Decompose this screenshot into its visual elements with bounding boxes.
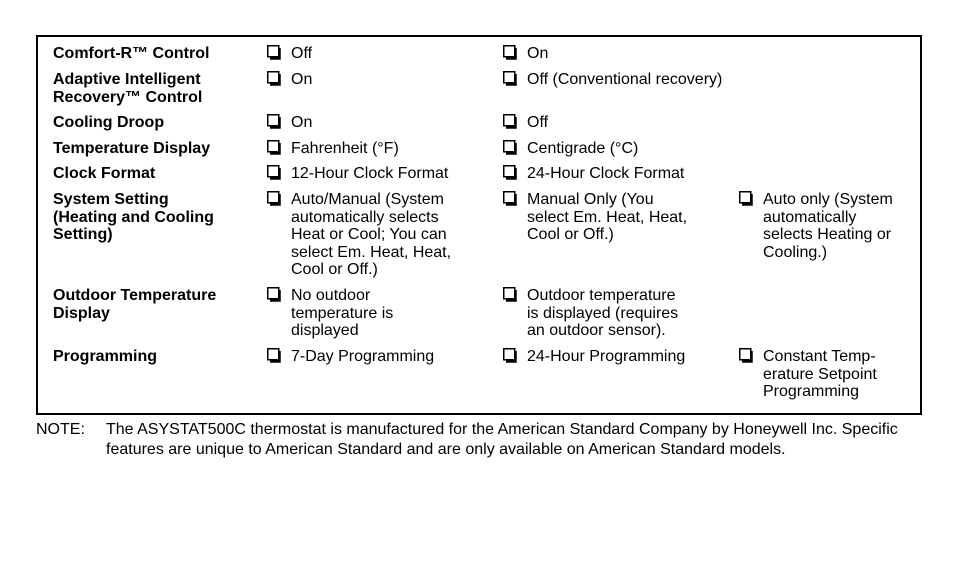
option-label: Off (Conventional recovery) [527, 71, 723, 88]
option-label: Off [527, 114, 549, 131]
option-checkbox[interactable] [265, 114, 481, 132]
option-label: On [291, 71, 313, 88]
option-label: Centigrade (°C) [527, 140, 639, 157]
checkbox-icon[interactable] [267, 140, 282, 155]
settings-table [36, 35, 922, 415]
option-checkbox[interactable] [737, 348, 933, 401]
checkbox-icon[interactable] [503, 165, 518, 180]
checkbox-icon[interactable] [267, 287, 282, 302]
option-checkbox[interactable] [265, 165, 481, 183]
row-label: System Setting (Heating and Cooling Setting) [53, 191, 214, 243]
row-label: Outdoor Temperature Display [53, 287, 217, 322]
option-checkbox[interactable] [501, 140, 747, 158]
option-label: Auto only (System automatically selects Heating or Cooling.) [763, 191, 893, 261]
option-checkbox[interactable] [501, 114, 747, 132]
row-label: Temperature Display [53, 140, 211, 157]
option-label: Outdoor temperature is displayed (requires an outdoor sensor). [527, 287, 679, 339]
checkbox-icon[interactable] [739, 348, 754, 363]
checkbox-icon[interactable] [503, 45, 518, 60]
checkbox-icon[interactable] [503, 348, 518, 363]
option-checkbox[interactable] [265, 45, 481, 63]
option-label: 24-Hour Clock Format [527, 165, 685, 182]
note-text: The ASYSTAT500C thermostat is manufactured for the American Standard Company by Honeywell Inc. Specific features are unique to American Standard and are only available on American Standard models. [106, 421, 898, 458]
checkbox-icon[interactable] [503, 71, 518, 86]
option-label: Constant Temp- erature Setpoint Programming [763, 348, 877, 400]
checkbox-icon[interactable] [503, 191, 518, 206]
row-label: Comfort-R™ Control [53, 45, 210, 62]
option-checkbox[interactable] [265, 71, 481, 89]
row-label: Adaptive Intelligent Recovery™ Control [53, 71, 203, 106]
option-label: No outdoor temperature is displayed [291, 287, 394, 339]
checkbox-icon[interactable] [267, 191, 282, 206]
note-label: NOTE: [36, 421, 85, 438]
checkbox-icon[interactable] [267, 114, 282, 129]
checkbox-icon[interactable] [267, 348, 282, 363]
option-label: On [527, 45, 549, 62]
checkbox-icon[interactable] [267, 45, 282, 60]
option-checkbox[interactable] [501, 191, 747, 244]
option-checkbox[interactable] [501, 348, 747, 366]
option-label: 24-Hour Programming [527, 348, 686, 365]
option-label: 12-Hour Clock Format [291, 165, 449, 182]
option-checkbox[interactable] [501, 165, 747, 183]
row-label: Programming [53, 348, 158, 365]
checkbox-icon[interactable] [267, 165, 282, 180]
option-checkbox[interactable] [265, 191, 481, 279]
option-checkbox[interactable] [265, 348, 481, 366]
option-checkbox[interactable] [265, 140, 481, 158]
option-label: Manual Only (You select Em. Heat, Heat, Cool or Off.) [527, 191, 688, 243]
checkbox-icon[interactable] [267, 71, 282, 86]
option-checkbox[interactable] [501, 71, 747, 89]
row-label: Clock Format [53, 165, 156, 182]
option-label: Fahrenheit (°F) [291, 140, 399, 157]
checkbox-icon[interactable] [503, 114, 518, 129]
checkbox-icon[interactable] [503, 140, 518, 155]
checkbox-icon[interactable] [503, 287, 518, 302]
option-checkbox[interactable] [501, 45, 747, 63]
option-label: Off [291, 45, 313, 62]
checkbox-icon[interactable] [739, 191, 754, 206]
option-checkbox[interactable] [737, 191, 933, 261]
row-label: Cooling Droop [53, 114, 165, 131]
option-checkbox[interactable] [265, 287, 481, 340]
option-checkbox[interactable] [501, 287, 747, 340]
option-label: Auto/Manual (System automatically selects Heat or Cool; You can select Em. Heat, Heat, Cool or Off.) [291, 191, 452, 278]
option-label: On [291, 114, 313, 131]
option-label: 7-Day Programming [291, 348, 435, 365]
